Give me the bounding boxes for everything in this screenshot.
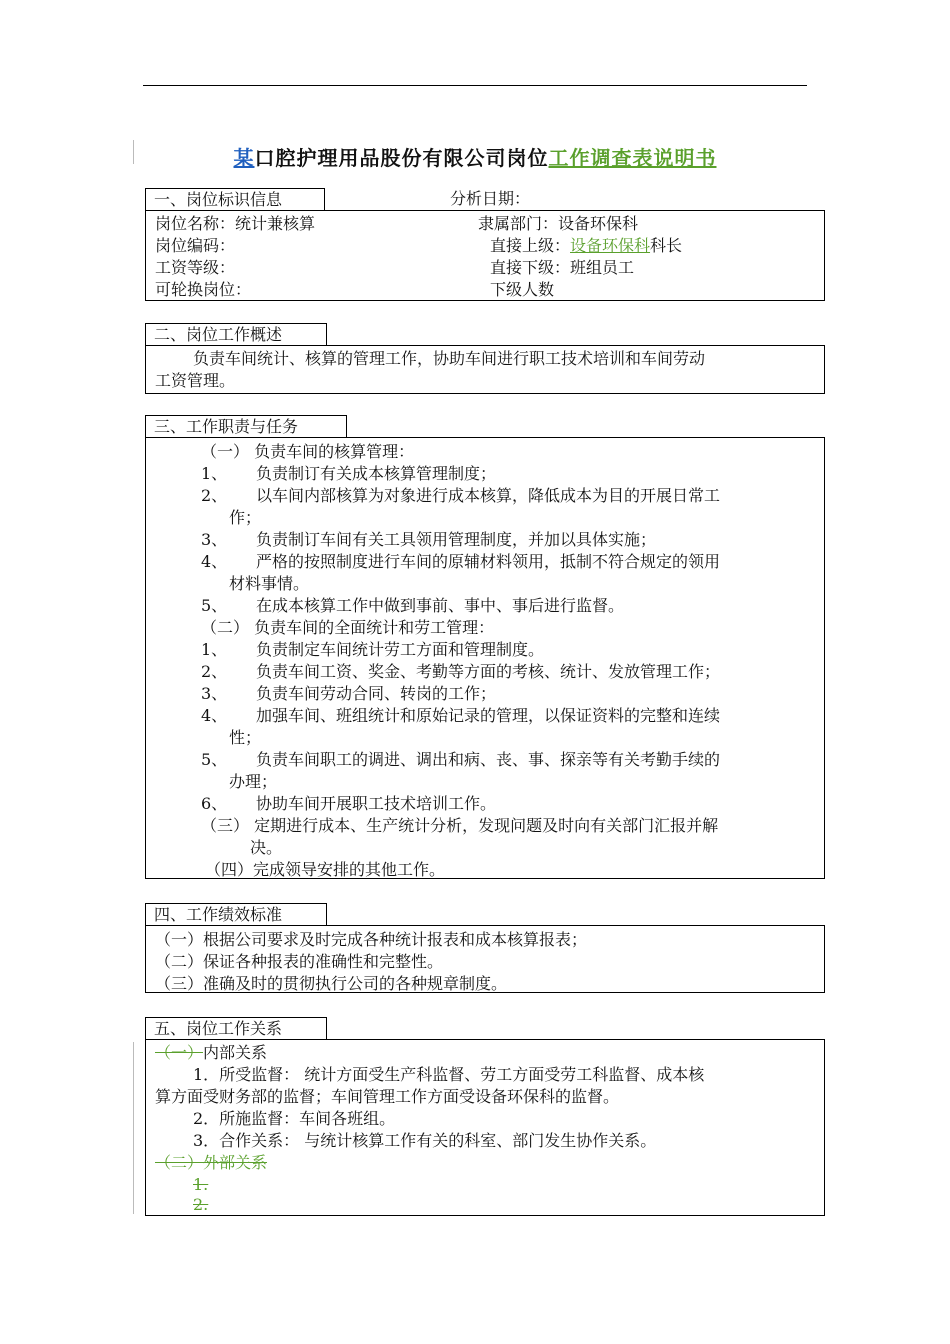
duty-text: 负责车间工资、奖金、考勤等方面的考核、统计、发放管理工作； [256, 662, 721, 681]
external-relations-heading: （二）外部关系 [155, 1153, 268, 1172]
internal-relations-heading: （一）内部关系 [155, 1043, 268, 1062]
summary-line-1: 负责车间统计、核算的管理工作，协助车间进行职工技术培训和车间劳动 [193, 349, 706, 368]
duty-num: 1、 [201, 640, 228, 659]
duty-num: 5、 [201, 750, 228, 769]
duty-text-cont: 决。 [250, 838, 283, 857]
duty-text: 加强车间、班组统计和原始记录的管理，以保证资料的完整和连续 [256, 706, 721, 725]
duty-group-3: （三） 定期进行成本、生产统计分析，发现问题及时向有关部门汇报并解 [201, 816, 719, 835]
external-item: 1. [193, 1175, 209, 1194]
duty-num: 6、 [201, 794, 228, 813]
document-title [0, 142, 950, 171]
relation-cooperation: 3．合作关系： 与统计核算工作有关的科室、部门发生协作关系。 [193, 1131, 657, 1150]
duty-group-4: （四）完成领导安排的其他工作。 [205, 860, 446, 879]
subordinate-count: 下级人数 [490, 280, 555, 299]
superior-link[interactable]: 设备环保科 [570, 236, 651, 255]
duty-group-1: （一） 负责车间的核算管理： [201, 442, 415, 461]
section4-tab: 四、工作绩效标准 [145, 903, 327, 925]
duty-num: 3、 [201, 530, 228, 549]
duty-text: 严格的按照制度进行车间的原辅材料领用，抵制不符合规定的领用 [256, 552, 721, 571]
analysis-date-label: 分析日期： [450, 189, 531, 208]
duty-text: 协助车间开展职工技术培训工作。 [256, 794, 497, 813]
duty-num: 5、 [201, 596, 228, 615]
duty-text: 负责制订有关成本核算管理制度； [256, 464, 497, 483]
summary-line-2: 工资管理。 [155, 371, 236, 390]
direct-subordinate: 直接下级：班组员工 [490, 258, 635, 277]
duty-text: 负责制订车间有关工具领用管理制度，并加以具体实施； [256, 530, 657, 549]
header-rule [143, 85, 807, 86]
duty-num: 2、 [201, 662, 228, 681]
position-name: 岗位名称：统计兼核算 [155, 214, 316, 233]
section5-tab: 五、岗位工作关系 [145, 1017, 327, 1039]
duty-text-cont: 办理； [229, 772, 278, 791]
performance-item: （一）根据公司要求及时完成各种统计报表和成本核算报表； [155, 930, 588, 949]
duty-num: 1、 [201, 464, 228, 483]
title-part-1: 某 [233, 146, 255, 170]
section3-tab: 三、工作职责与任务 [145, 415, 347, 437]
duty-num: 2、 [201, 486, 228, 505]
duty-text-cont: 作； [229, 508, 262, 527]
direct-superior: 直接上级：设备环保科科长 [490, 236, 683, 255]
section1-tab: 一、岗位标识信息 [145, 188, 325, 210]
salary-grade: 工资等级： [155, 258, 236, 277]
duty-num: 3、 [201, 684, 228, 703]
performance-item: （二）保证各种报表的准确性和完整性。 [155, 952, 444, 971]
duty-text-cont: 性； [229, 728, 262, 747]
duty-num: 4、 [201, 706, 228, 725]
position-code: 岗位编码： [155, 236, 236, 255]
rotatable-position: 可轮换岗位： [155, 280, 252, 299]
duty-text: 负责制定车间统计劳工方面和管理制度。 [256, 640, 545, 659]
duty-group-2: （二） 负责车间的全面统计和劳工管理： [201, 618, 495, 637]
duty-num: 4、 [201, 552, 228, 571]
relation-supervising: 2．所施监督：车间各班组。 [193, 1109, 396, 1128]
duty-text-cont: 材料事情。 [229, 574, 310, 593]
performance-item: （三）准确及时的贯彻执行公司的各种规章制度。 [155, 974, 508, 993]
title-part-3: 工作调查表说明书 [548, 146, 717, 170]
external-item: 2. [193, 1195, 209, 1214]
margin-mark [133, 1042, 134, 1214]
duty-text: 负责车间劳动合同、转岗的工作； [256, 684, 497, 703]
duty-text: 负责车间职工的调进、调出和病、丧、事、探亲等有关考勤手续的 [256, 750, 721, 769]
duty-text: 以车间内部核算为对象进行成本核算，降低成本为目的开展日常工 [256, 486, 721, 505]
relation-supervised: 1．所受监督： 统计方面受生产科监督、劳工方面受劳工科监督、成本核 [193, 1065, 705, 1084]
title-part-2: 口腔护理用品股份有限公司岗位 [254, 146, 549, 170]
department: 隶属部门：设备环保科 [478, 214, 639, 233]
relation-supervised-cont: 算方面受财务部的监督；车间管理工作方面受设备环保科的监督。 [155, 1087, 620, 1106]
duty-text: 在成本核算工作中做到事前、事中、事后进行监督。 [256, 596, 625, 615]
section2-tab: 二、岗位工作概述 [145, 323, 327, 345]
